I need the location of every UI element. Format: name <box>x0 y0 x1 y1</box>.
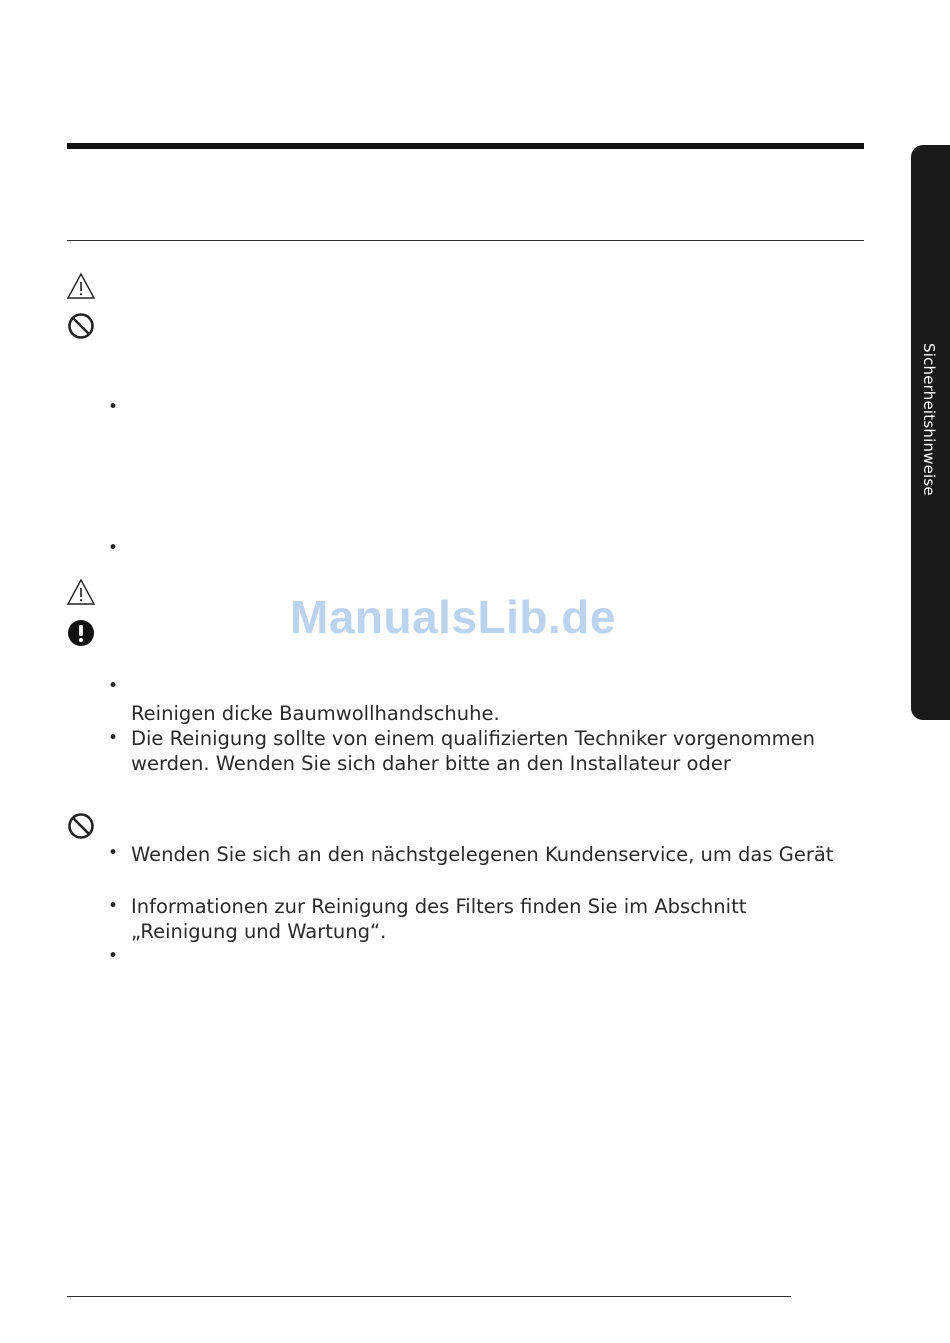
list-bullet: • <box>108 946 119 966</box>
list-bullet: • <box>108 728 119 748</box>
header-rule-thick <box>67 143 864 149</box>
list-item-text: Wenden Sie sich an den nächstgelegenen Kundenservice, um das Gerät <box>131 843 834 866</box>
list-item-text: „Reinigung und Wartung“. <box>131 920 387 943</box>
list-item-text: Informationen zur Reinigung des Filters finden Sie im Abschnitt <box>131 895 747 918</box>
list-item-text: Die Reinigung sollte von einem qualifizierten Techniker vorgenommen <box>131 727 816 750</box>
prohibited-icon <box>67 812 95 840</box>
warning-triangle-icon <box>67 578 95 606</box>
list-item-text: werden. Wenden Sie sich daher bitte an den Installateur oder <box>131 752 731 775</box>
watermark: ManualsLib.de <box>290 591 616 643</box>
chapter-side-tab-label: Sicherheitshinweise <box>920 343 938 496</box>
footer-rule <box>67 1296 791 1297</box>
list-bullet: • <box>108 896 119 916</box>
list-bullet: • <box>108 397 119 417</box>
list-bullet: • <box>108 538 119 558</box>
list-bullet: • <box>108 676 119 696</box>
header-rule-thin <box>67 240 864 241</box>
list-item-text: Reinigen dicke Baumwollhandschuhe. <box>131 702 500 725</box>
warning-triangle-icon <box>67 272 95 300</box>
prohibited-icon <box>67 312 95 340</box>
mandatory-exclamation-icon <box>67 619 95 647</box>
list-bullet: • <box>108 843 119 863</box>
chapter-side-tab <box>911 145 950 720</box>
